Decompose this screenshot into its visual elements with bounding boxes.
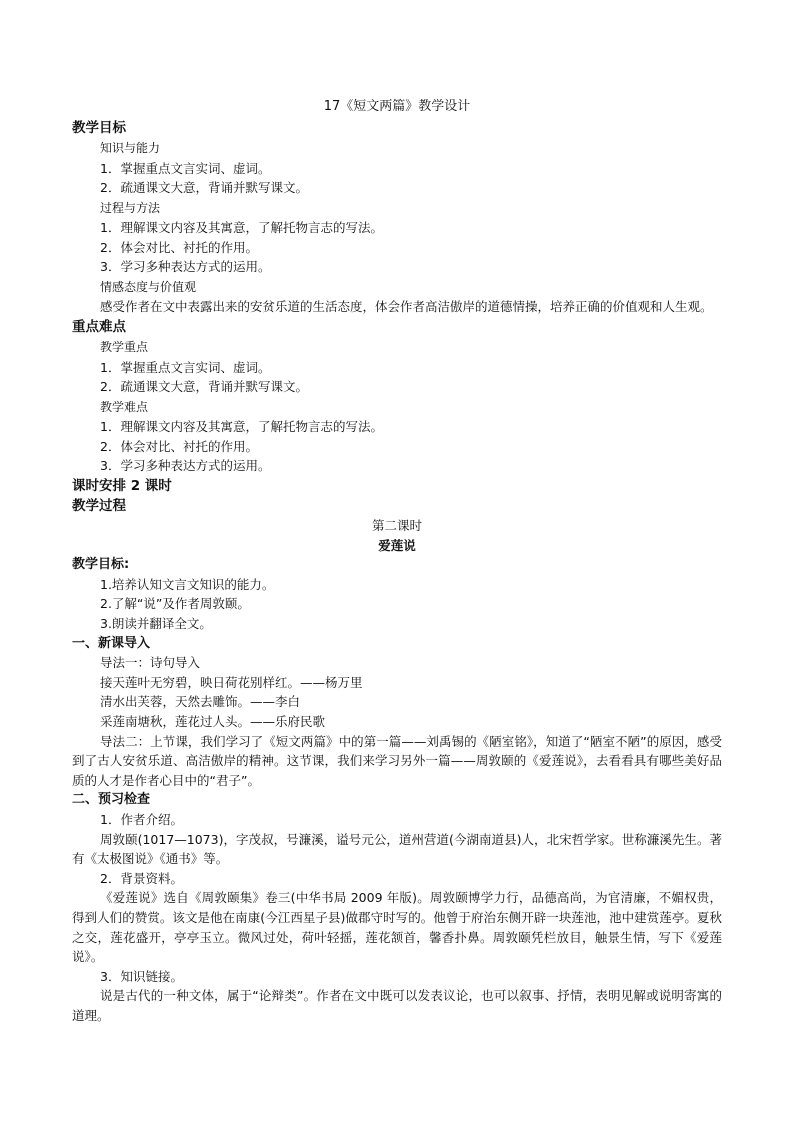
section-heading-process: 教学过程 bbox=[72, 498, 126, 515]
section-heading-key-points: 重点难点 bbox=[72, 319, 126, 336]
list-item: 1．理解课文内容及其寓意，了解托物言志的写法。 bbox=[100, 419, 383, 435]
lesson-period: 第二课时 bbox=[371, 518, 422, 534]
subheading-focus: 教学重点 bbox=[100, 340, 149, 355]
section-heading-schedule: 课时安排 2 课时 bbox=[72, 478, 172, 495]
preview-knowledge-text: 说是古代的一种文体，属于“论辩类”。作者在文中既可以发表议论，也可以叙事、抒情，表明见解或说明寄寓的道理。 bbox=[72, 988, 722, 1023]
poem-line: 接天莲叶无穷碧，映日荷花别样红。——杨万里 bbox=[100, 674, 363, 690]
preview-label-background: 2．背景资料。 bbox=[100, 870, 183, 886]
list-item: 2．体会对比、衬托的作用。 bbox=[100, 239, 258, 255]
goal-item: 1.培养认知文言文知识的能力。 bbox=[100, 576, 275, 592]
values-paragraph: 感受作者在文中表露出来的安贫乐道的生活态度，体会作者高洁傲岸的道德情操，培养正确的价值观和人生观。 bbox=[100, 299, 713, 315]
poem-line: 采莲南塘秋，莲花过人头。——乐府民歌 bbox=[100, 713, 326, 729]
preview-label-author: 1．作者介绍。 bbox=[100, 811, 183, 827]
list-item: 2．疏通课文大意，背诵并默写课文。 bbox=[100, 379, 308, 395]
lesson-name: 爱莲说 bbox=[378, 537, 416, 553]
intro-method-one: 导法一：诗句导入 bbox=[100, 655, 201, 671]
goals-heading: 教学目标: bbox=[72, 557, 130, 573]
part-heading-preview: 二、预习检查 bbox=[72, 792, 151, 808]
document-page bbox=[72, 96, 722, 1025]
subheading-process: 过程与方法 bbox=[100, 200, 161, 215]
list-item: 1．理解课文内容及其寓意，了解托物言志的写法。 bbox=[100, 220, 383, 236]
document-title: 17《短文两篇》教学设计 bbox=[323, 99, 471, 114]
goal-item: 2.了解“说”及作者周敦颐。 bbox=[100, 596, 250, 612]
preview-label-knowledge: 3．知识链接。 bbox=[100, 968, 183, 984]
list-item: 2．体会对比、衬托的作用。 bbox=[100, 438, 258, 454]
section-heading-objectives: 教学目标 bbox=[72, 120, 126, 136]
goal-item: 3.朗读并翻译全文。 bbox=[100, 616, 212, 631]
list-item: 3．学习多种表达方式的运用。 bbox=[100, 458, 271, 474]
list-item: 1．掌握重点文言实词、虚词。 bbox=[100, 359, 271, 375]
list-item: 3．学习多种表达方式的运用。 bbox=[100, 259, 271, 275]
preview-background-text: 《爱莲说》选自《周敦颐集》卷三(中华书局 2009 年版)。周敦颐博学力行，品德高尚，为官清廉，不媚权贵，得到人们的赞赏。该文是他在南康(今江西星子县)做郡守时写的。他曾于府治东侧开辟一块莲池，池中建赏莲亭。夏秋之交，莲花盛开，亭亭玉立。微风过处，荷叶轻摇，莲花颔首，馨香扑鼻。周敦颐凭栏放目，触景生情，写下《爱莲说》。 bbox=[72, 890, 722, 965]
list-item: 2．疏通课文大意，背诵并默写课文。 bbox=[100, 180, 308, 196]
list-item: 1．掌握重点文言实词、虚词。 bbox=[100, 160, 271, 176]
intro-method-two: 导法二：上节课，我们学习了《短文两篇》中的第一篇——刘禹锡的《陋室铭》，知道了“陋室不陋”的原因，感受到了古人安贫乐道、高洁傲岸的精神。这节课，我们来学习另外一篇——周敦颐的《爱莲说》，去看看具有哪些美好品质的人才是作者心目中的“君子”。 bbox=[72, 733, 722, 788]
poem-line: 清水出芙蓉，天然去雕饰。——李白 bbox=[100, 694, 301, 710]
subheading-knowledge: 知识与能力 bbox=[100, 141, 161, 155]
part-heading-intro: 一、新课导入 bbox=[72, 635, 151, 651]
subheading-values: 情感态度与价值观 bbox=[100, 279, 197, 294]
subheading-difficulty: 教学难点 bbox=[100, 399, 149, 414]
preview-author-text: 周敦颐(1017—1073)，字茂叔，号濂溪，谥号元公，道州营道(今湖南道县)人，北宋哲学家。世称濂溪先生。著有《太极图说》《通书》等。 bbox=[72, 831, 722, 867]
